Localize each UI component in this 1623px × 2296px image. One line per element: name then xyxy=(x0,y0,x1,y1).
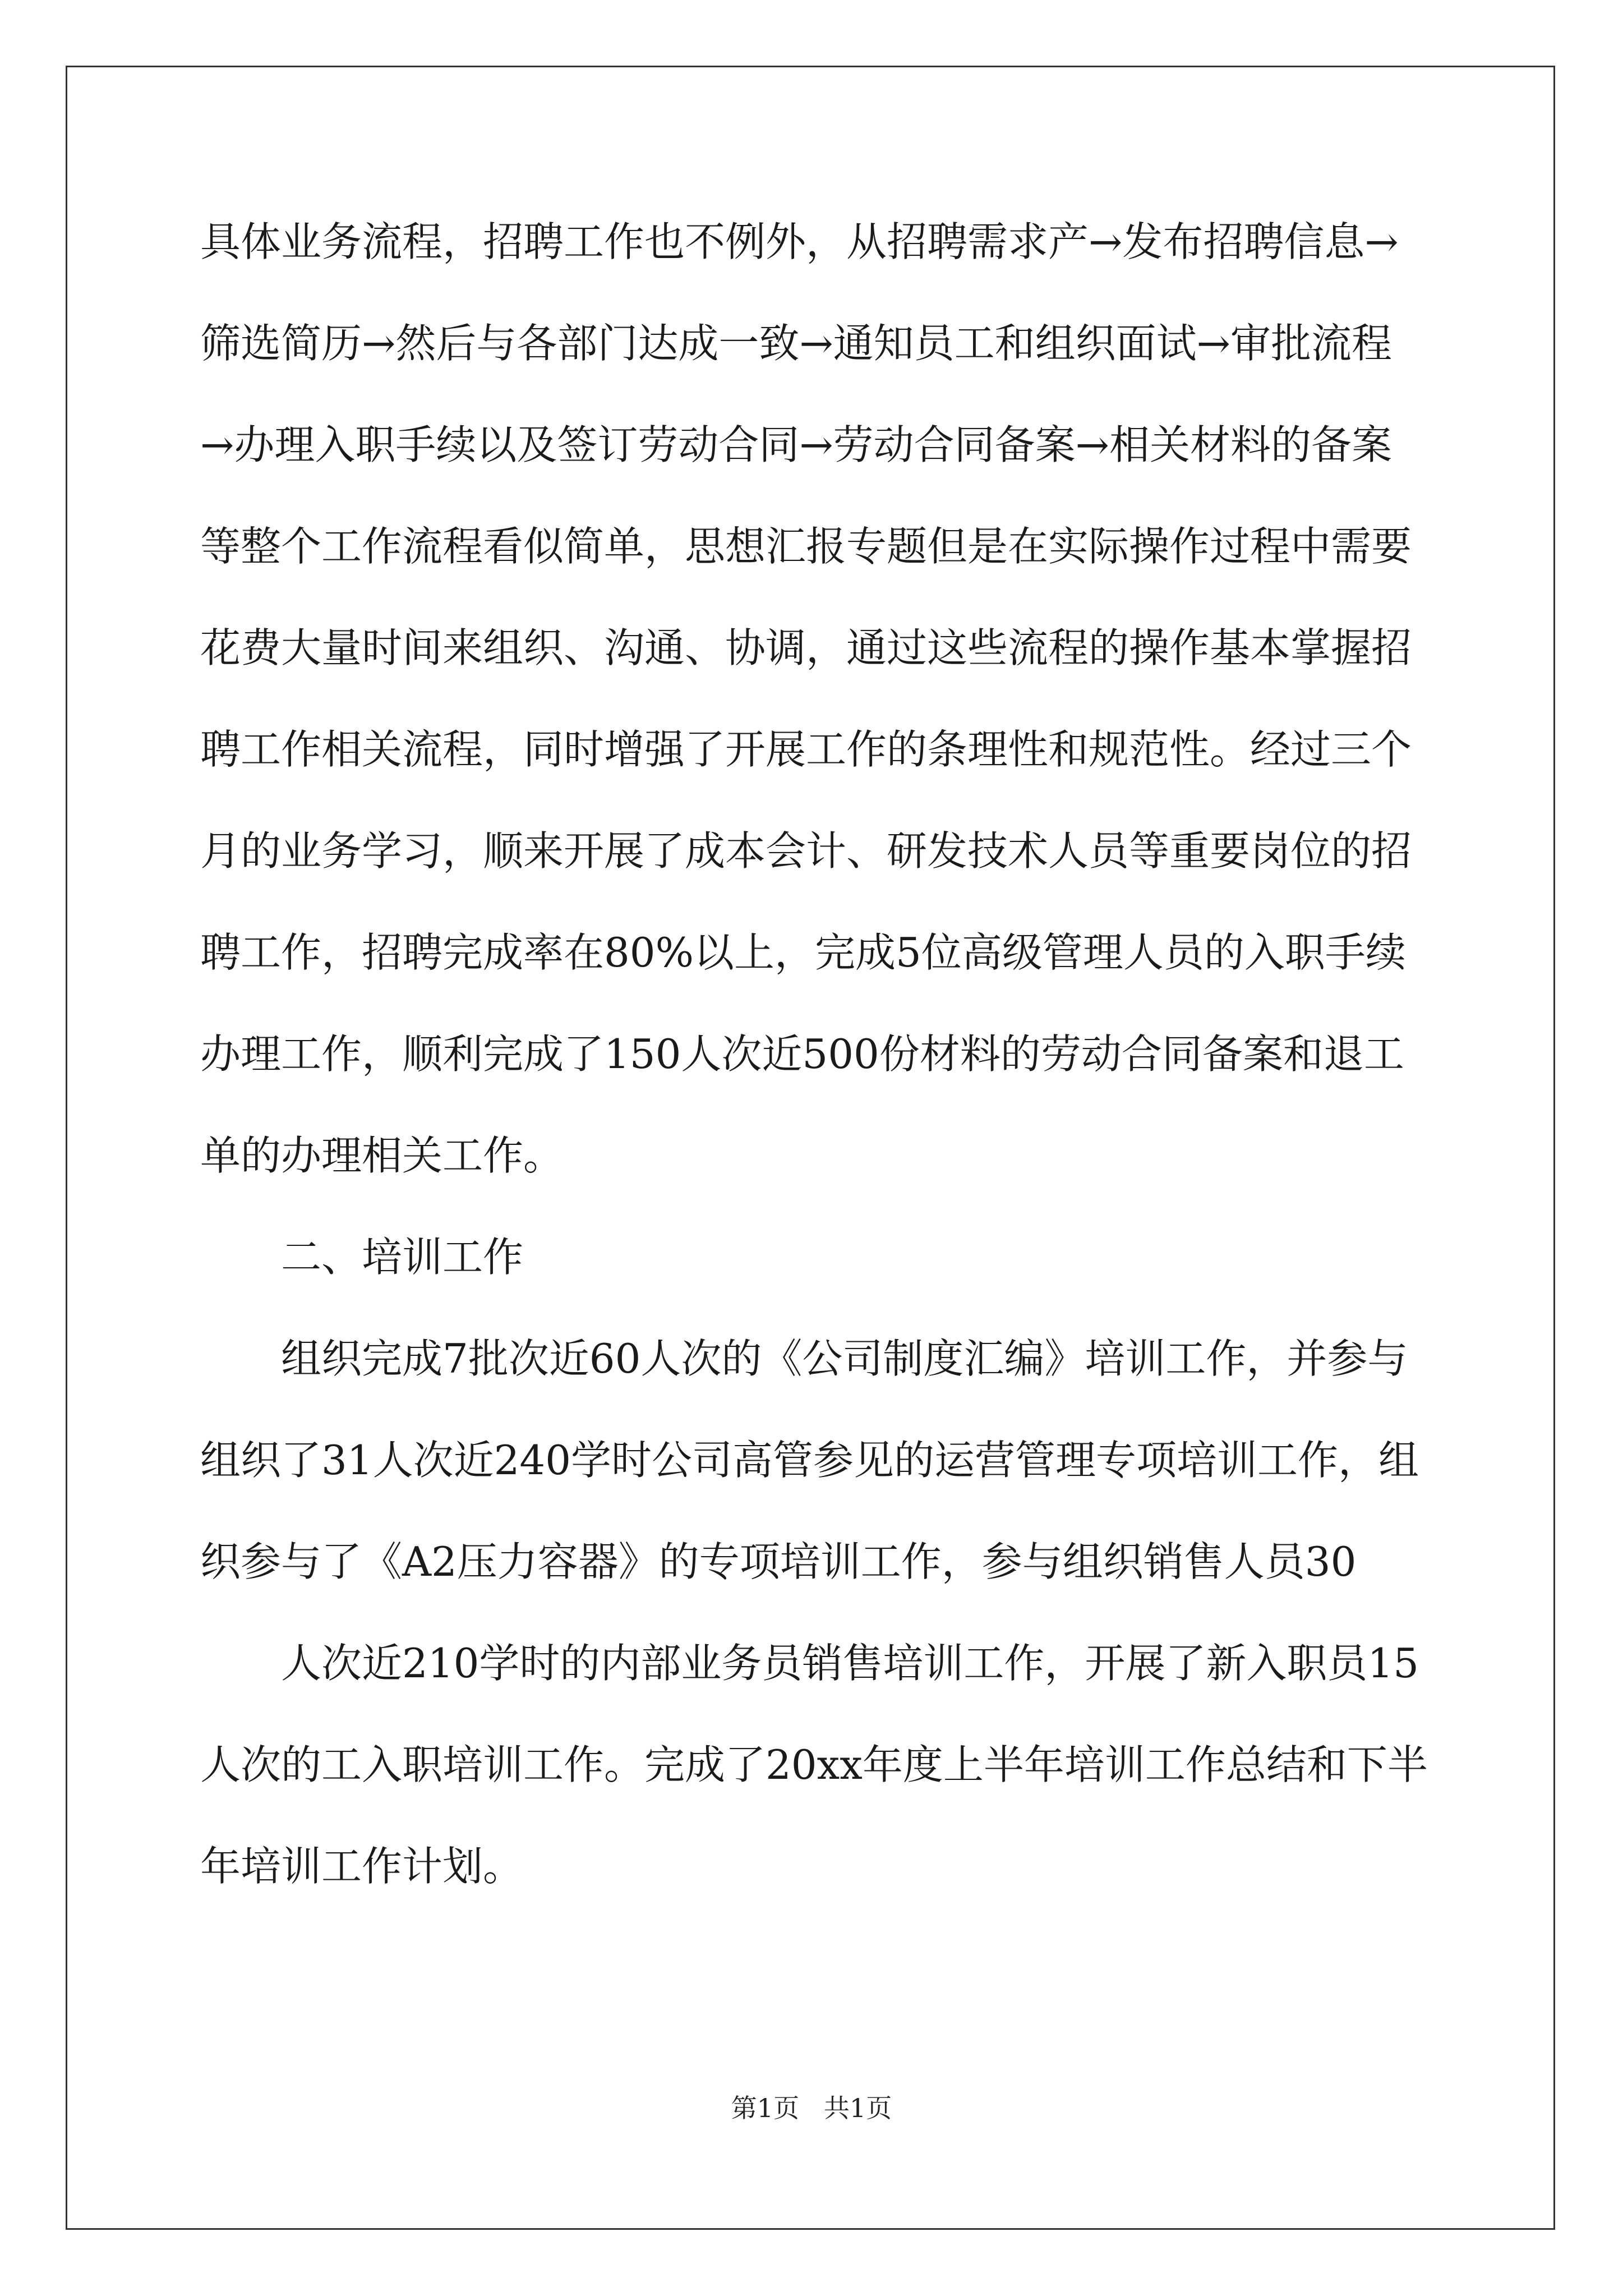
paragraph-line: 筛选简历→然后与各部门达成一致→通知员工和组织面试→审批流程 xyxy=(200,320,1392,367)
paragraph-line: 人次的工入职培训工作。完成了20xx年度上半年培训工作总结和下半 xyxy=(200,1741,1428,1788)
paragraph-line: 组织完成7批次近60人次的《公司制度汇编》培训工作，并参与 xyxy=(281,1335,1408,1382)
paragraph-line: →办理入职手续以及签订劳动合同→劳动合同备案→相关材料的备案 xyxy=(200,421,1392,468)
paragraph-line: 花费大量时间来组织、沟通、协调，通过这些流程的操作基本掌握招 xyxy=(200,624,1412,671)
paragraph-line: 等整个工作流程看似简单，思想汇报专题但是在实际操作过程中需要 xyxy=(200,523,1412,570)
paragraph-line: 织参与了《A2压力容器》的专项培训工作，参与组织销售人员30 xyxy=(200,1538,1357,1585)
paragraph-line: 人次近210学时的内部业务员销售培训工作，开展了新入职员15 xyxy=(281,1640,1419,1687)
paragraph-line: 聘工作相关流程，同时增强了开展工作的条理性和规范性。经过三个 xyxy=(200,726,1412,773)
paragraph-line: 月的业务学习，顺来开展了成本会计、研发技术人员等重要岗位的招 xyxy=(200,827,1412,875)
paragraph-line: 办理工作，顺利完成了150人次近500份材料的劳动合同备案和退工 xyxy=(200,1030,1404,1078)
paragraph-line: 组织了31人次近240学时公司高管参见的运营管理专项培训工作，组 xyxy=(200,1437,1419,1484)
paragraph-line: 单的办理相关工作。 xyxy=(200,1132,564,1179)
paragraph-line: 具体业务流程，招聘工作也不例外，从招聘需求产→发布招聘信息→ xyxy=(200,218,1399,265)
paragraph-line: 年培训工作计划。 xyxy=(200,1843,524,1890)
page-footer: 第1页 共1页 xyxy=(731,2093,892,2123)
section-heading: 二、培训工作 xyxy=(281,1234,524,1281)
paragraph-line: 聘工作，招聘完成率在80%以上，完成5位高级管理人员的入职手续 xyxy=(200,929,1406,976)
